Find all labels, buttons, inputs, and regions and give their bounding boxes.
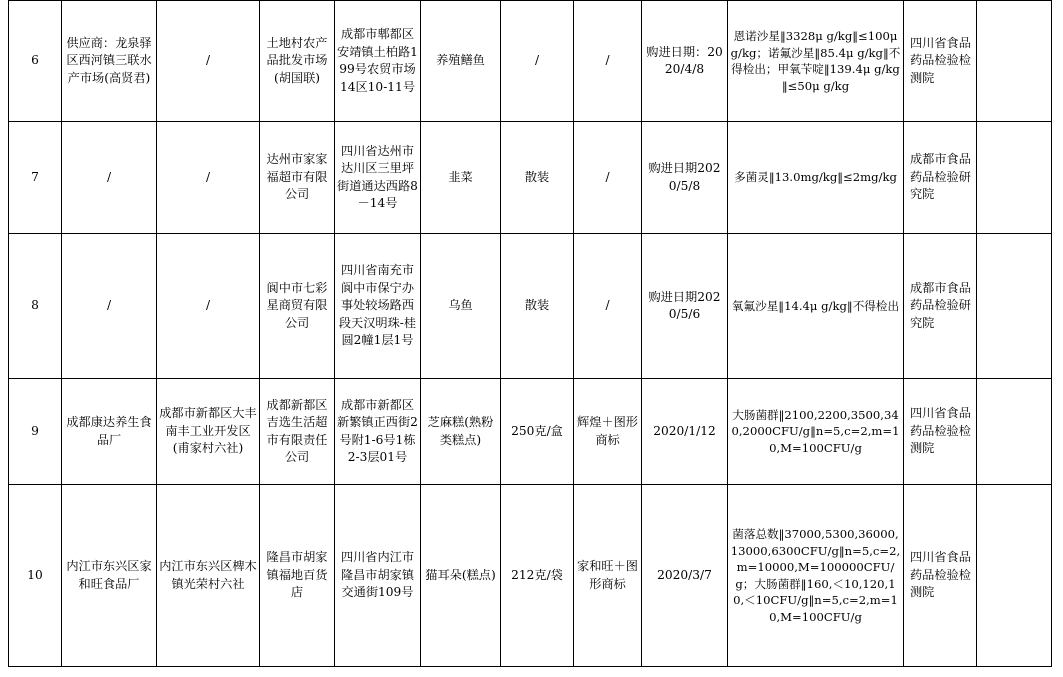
producer-name: / <box>62 234 157 379</box>
seller-name: 阆中市七彩星商贸有限公司 <box>260 234 335 379</box>
product-spec: 散装 <box>501 122 574 234</box>
brand: 辉煌＋图形商标 <box>574 379 642 485</box>
seller-address: 成都市郫都区安靖镇土柏路199号农贸市场14区10-11号 <box>335 1 421 122</box>
row-number: 10 <box>9 485 62 667</box>
producer-address: / <box>157 234 260 379</box>
product-name: 养殖鳝鱼 <box>421 1 501 122</box>
producer-address: 内江市东兴区椑木镇光荣村六社 <box>157 485 260 667</box>
table-row <box>9 122 1052 234</box>
product-name: 猫耳朵(糕点) <box>421 485 501 667</box>
nonconforming-items: 氧氟沙星‖14.4μ g/kg‖不得检出 <box>728 234 904 379</box>
table-row <box>9 234 1052 379</box>
producer-address: 成都市新都区大丰南丰工业开发区(甫家村六社) <box>157 379 260 485</box>
seller-name: 成都新都区吉选生活超市有限责任公司 <box>260 379 335 485</box>
producer-name: 供应商：龙泉驿区西河镇三联水产市场(高贤君) <box>62 1 157 122</box>
product-name: 乌鱼 <box>421 234 501 379</box>
remark <box>977 485 1052 667</box>
remark <box>977 234 1052 379</box>
row-number: 8 <box>9 234 62 379</box>
testing-agency: 四川省食品药品检验检测院 <box>904 379 977 485</box>
sampling-results-table <box>8 0 1052 667</box>
producer-address: / <box>157 1 260 122</box>
brand: 家和旺＋图形商标 <box>574 485 642 667</box>
nonconforming-items: 恩诺沙星‖3328μ g/kg‖≤100μ g/kg；诺氟沙星‖85.4μ g/kg‖不得检出；甲氧苄啶‖139.4μ g/kg‖≤50μ g/kg <box>728 1 904 122</box>
testing-agency: 成都市食品药品检验研究院 <box>904 234 977 379</box>
brand: / <box>574 234 642 379</box>
product-name: 韭菜 <box>421 122 501 234</box>
product-name: 芝麻糕(熟粉类糕点) <box>421 379 501 485</box>
nonconforming-items: 菌落总数‖37000,5300,36000,13000,6300CFU/g‖n=5,c=2,m=10000,M=100000CFU/g；大肠菌群‖160,＜10,120,10,＜10CFU/g‖n=5,c=2,m=10,M=100CFU/g <box>728 485 904 667</box>
seller-address: 四川省达州市达川区三里坪街道通达西路8－14号 <box>335 122 421 234</box>
testing-agency: 四川省食品药品检验检测院 <box>904 485 977 667</box>
producer-name: 成都康达养生食品厂 <box>62 379 157 485</box>
seller-address: 成都市新都区新繁镇正西街2号附1-6号1栋2-3层01号 <box>335 379 421 485</box>
product-spec: / <box>501 1 574 122</box>
seller-name: 土地村农产品批发市场(胡国联) <box>260 1 335 122</box>
brand: / <box>574 122 642 234</box>
producer-address: / <box>157 122 260 234</box>
row-number: 7 <box>9 122 62 234</box>
product-spec: 250克/盒 <box>501 379 574 485</box>
seller-address: 四川省南充市阆中市保宁办事处较场路西段天汉明珠-桂圆2幢1层1号 <box>335 234 421 379</box>
testing-agency: 成都市食品药品检验研究院 <box>904 122 977 234</box>
production-date: 购进日期2020/5/8 <box>642 122 728 234</box>
nonconforming-items: 多菌灵‖13.0mg/kg‖≤2mg/kg <box>728 122 904 234</box>
brand: / <box>574 1 642 122</box>
production-date: 购进日期：2020/4/8 <box>642 1 728 122</box>
production-date: 购进日期2020/5/6 <box>642 234 728 379</box>
table-row <box>9 485 1052 667</box>
remark <box>977 379 1052 485</box>
testing-agency: 四川省食品药品检验检测院 <box>904 1 977 122</box>
producer-name: / <box>62 122 157 234</box>
production-date: 2020/1/12 <box>642 379 728 485</box>
row-number: 6 <box>9 1 62 122</box>
product-spec: 散装 <box>501 234 574 379</box>
seller-name: 达州市家家福超市有限公司 <box>260 122 335 234</box>
nonconforming-items: 大肠菌群‖2100,2200,3500,340,2000CFU/g‖n=5,c=2,m=10,M=100CFU/g <box>728 379 904 485</box>
table-row <box>9 1 1052 122</box>
table-row <box>9 379 1052 485</box>
seller-name: 隆昌市胡家镇福地百货店 <box>260 485 335 667</box>
production-date: 2020/3/7 <box>642 485 728 667</box>
remark <box>977 122 1052 234</box>
remark <box>977 1 1052 122</box>
row-number: 9 <box>9 379 62 485</box>
producer-name: 内江市东兴区家和旺食品厂 <box>62 485 157 667</box>
product-spec: 212克/袋 <box>501 485 574 667</box>
seller-address: 四川省内江市隆昌市胡家镇交通街109号 <box>335 485 421 667</box>
